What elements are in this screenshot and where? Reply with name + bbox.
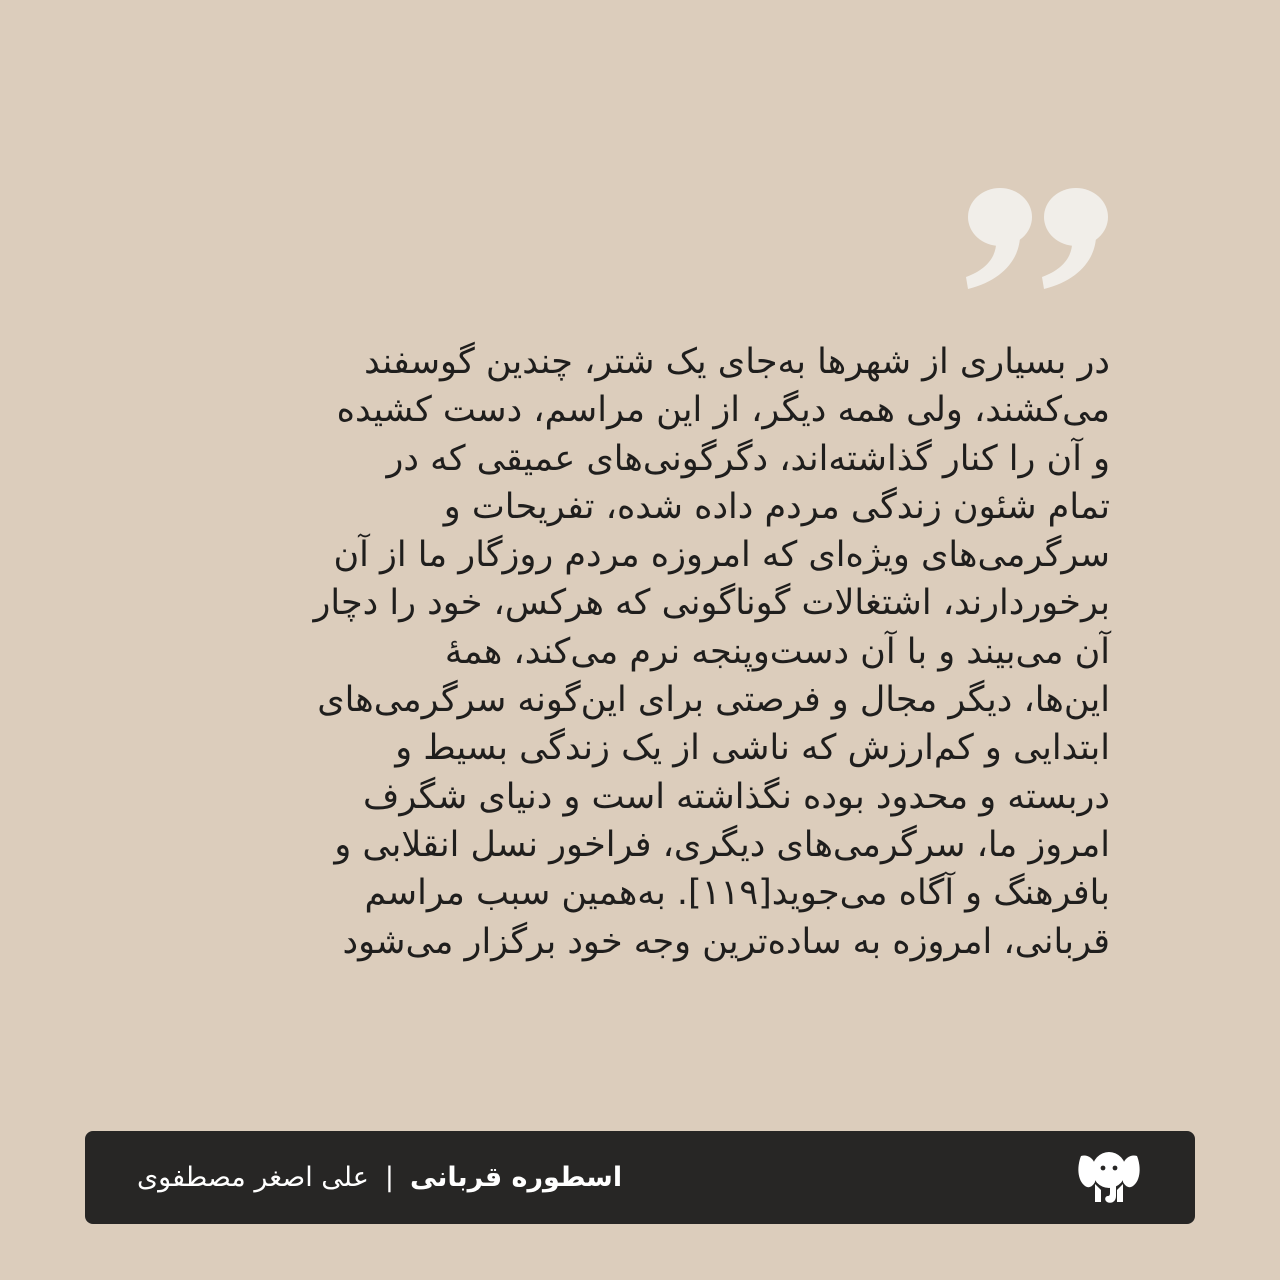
quote-line: ابتدایی و کم‌ارزش که ناشی از یک زندگی بسیط و — [395, 728, 1110, 769]
quote-line: در بسیاری از شهرها به‌جای یک شتر، چندین گوسفند — [364, 342, 1110, 382]
quote-line: دربسته و محدود بوده نگذاشته است و دنیای شگرف — [363, 776, 1110, 817]
quote-line: این‌ها، دیگر مجال و فرصتی برای این‌گونه سرگرمی‌های — [317, 680, 1110, 721]
footer-caption — [137, 1131, 622, 1224]
quote-text — [150, 338, 1110, 966]
book-title: اسطوره قربانی — [409, 1162, 623, 1193]
quote-line: بافرهنگ و آگاه می‌جوید[۱۱۹]. به‌همین سبب مراسم — [364, 873, 1110, 914]
quote-line: تمام شئون زندگی مردم داده شده، تفریحات و — [443, 486, 1110, 527]
elephant-icon — [1075, 1146, 1143, 1206]
title-separator: | — [384, 1162, 394, 1193]
author-name: علی اصغر مصطفوی — [137, 1162, 369, 1193]
quote-line: و آن را کنار گذاشته‌اند، دگرگونی‌های عمیقی که در — [386, 438, 1110, 479]
quote-line: سرگرمی‌های ویژه‌ای که امروزه مردم روزگار ما از آن — [333, 535, 1110, 576]
quote-line: می‌کشند، ولی همه دیگر، از این مراسم، دست کشیده — [336, 390, 1110, 431]
quote-line: قربانی، امروزه به ساده‌ترین وجه خود برگزار می‌شود — [342, 921, 1110, 962]
quote-line: آن می‌بیند و با آن دست‌وپنجه نرم می‌کند، همهٔ — [444, 631, 1110, 672]
quote-line: برخوردارند، اشتغالات گوناگونی که هرکس، خود را دچار — [313, 583, 1110, 624]
footer-bar — [85, 1131, 1195, 1224]
quote-mark-icon — [962, 185, 1112, 295]
quote-line: امروز ما، سرگرمی‌های دیگری، فراخور نسل انقلابی و — [334, 824, 1110, 865]
